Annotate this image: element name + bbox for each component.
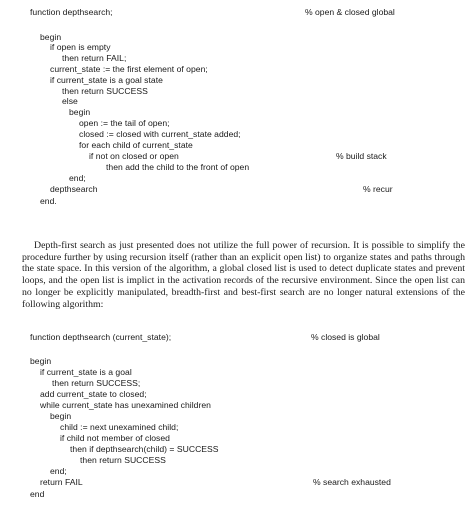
code-line: end;	[69, 173, 86, 183]
code-line: depthsearch	[50, 184, 98, 194]
code-comment: % search exhausted	[313, 477, 391, 487]
code-line: then return FAIL;	[62, 53, 127, 63]
code-line: end;	[50, 466, 67, 476]
code-line: begin	[69, 107, 91, 117]
code-line: then add the child to the front of open	[106, 162, 250, 172]
code-line: then return SUCCESS;	[52, 378, 141, 388]
code-line: current_state := the first element of open;	[50, 64, 208, 74]
code-comment: % recur	[363, 184, 393, 194]
body-paragraph: Depth-first search as just presented does not utilize the full power of recursion. It is possible to simplify the procedure further by using recursion itself (rather than an explicit open list) to organize states and paths through the state space. In this version of the algorithm, a global closed list is used to detect duplicate states and prevent loops, and the open list is implict in the activation records of the recursive environment. Since the open list can no longer be explicitly manipulated, breadth-first and best-first search are no longer natural extensions of the following algorithm:	[22, 240, 465, 310]
code-line: add current_state to closed;	[40, 389, 147, 399]
code-line: begin	[40, 32, 62, 42]
code-line: then if depthsearch(child) = SUCCESS	[70, 444, 219, 454]
code-line: for each child of current_state	[79, 140, 193, 150]
code-line: if not on closed or open	[89, 151, 179, 161]
code-line: end	[30, 489, 45, 499]
code-line: return FAIL	[40, 477, 83, 487]
code-line: if current_state is a goal state	[50, 75, 163, 85]
code-line: if child not member of closed	[60, 433, 170, 443]
code-line: if open is empty	[50, 42, 111, 52]
code-line: function depthsearch (current_state);	[30, 332, 172, 342]
code-line: function depthsearch;	[30, 7, 113, 17]
code-line: open := the tail of open;	[79, 118, 170, 128]
code-line: end.	[40, 196, 57, 206]
code-line: while current_state has unexamined children	[40, 400, 211, 410]
code-comment: % open & closed global	[305, 7, 395, 17]
code-comment: % closed is global	[311, 332, 380, 342]
code-line: begin	[30, 356, 52, 366]
code-line: child := next unexamined child;	[60, 422, 179, 432]
code-comment: % build stack	[336, 151, 387, 161]
code-line: if current_state is a goal	[40, 367, 132, 377]
code-line: else	[62, 96, 78, 106]
code-line: then return SUCCESS	[80, 455, 166, 465]
code-line: begin	[50, 411, 72, 421]
code-line: then return SUCCESS	[62, 86, 148, 96]
code-line: closed := closed with current_state added;	[79, 129, 241, 139]
